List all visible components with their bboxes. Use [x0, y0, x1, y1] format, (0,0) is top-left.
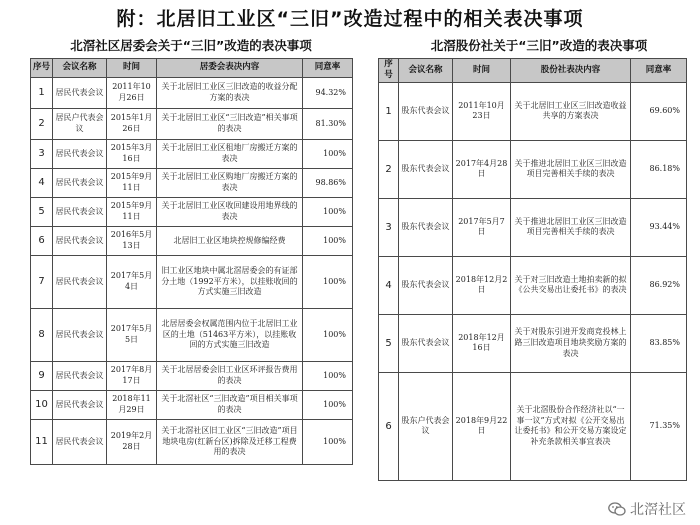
meeting-name: 居民代表会议	[53, 140, 107, 169]
table-row	[31, 227, 353, 256]
table-row	[379, 140, 687, 198]
row-number: 2	[379, 140, 399, 198]
wechat-icon	[608, 502, 626, 517]
row-number: 2	[31, 109, 53, 140]
meeting-name: 居民代表会议	[53, 362, 107, 391]
approval-rate: 86.92%	[631, 256, 687, 314]
header-rate: 同意率	[303, 59, 353, 78]
header-no: 序号	[31, 59, 53, 78]
meeting-name: 居民户代表会议	[53, 109, 107, 140]
table-row	[31, 391, 353, 420]
resolution-content: 关于北居旧工业区三旧改造的收益分配方案的表决	[157, 78, 303, 109]
table-row	[379, 314, 687, 372]
approval-rate: 100%	[303, 227, 353, 256]
meeting-date: 2015年9月11日	[107, 169, 157, 198]
meeting-name: 股东代表会议	[399, 314, 453, 372]
table-row	[31, 420, 353, 465]
resolution-content: 关于北滘股份合作经济社以“一事一议”方式对拟《公开交易出让委托书》和公开交易方案设定补充条款相关事宜表决	[511, 372, 631, 480]
table-row	[31, 256, 353, 309]
meeting-date: 2017年8月17日	[107, 362, 157, 391]
meeting-date: 2015年3月16日	[107, 140, 157, 169]
approval-rate: 98.86%	[303, 169, 353, 198]
meeting-name: 居民代表会议	[53, 420, 107, 465]
approval-rate: 86.18%	[631, 140, 687, 198]
table-row	[379, 256, 687, 314]
shareholders-table	[378, 58, 687, 481]
resolution-content: 关于北居旧工业区“三旧改造”相关事项的表决	[157, 109, 303, 140]
row-number: 3	[379, 198, 399, 256]
meeting-name: 居民代表会议	[53, 391, 107, 420]
table-row	[379, 82, 687, 140]
meeting-date: 2018年12月2日	[453, 256, 511, 314]
meeting-name: 股东代表会议	[399, 140, 453, 198]
meeting-name: 股东代表会议	[399, 256, 453, 314]
meeting-name: 股东代表会议	[399, 198, 453, 256]
resolution-content: 关于对三旧改造土地拍卖新的拟《公共交易出让委托书》的表决	[511, 256, 631, 314]
meeting-date: 2015年9月11日	[107, 198, 157, 227]
residents-committee-table	[30, 58, 353, 465]
header-no: 序号	[379, 59, 399, 83]
watermark-text: 北滘社区	[630, 502, 686, 518]
approval-rate: 94.32%	[303, 78, 353, 109]
row-number: 1	[379, 82, 399, 140]
meeting-date: 2017年5月7日	[453, 198, 511, 256]
resolution-content: 关于北居旧工业区三旧改造收益共享的方案表决	[511, 82, 631, 140]
meeting-date: 2017年5月4日	[107, 256, 157, 309]
row-number: 8	[31, 309, 53, 362]
table-row	[31, 362, 353, 391]
approval-rate: 100%	[303, 309, 353, 362]
meeting-name: 股东代表会议	[399, 82, 453, 140]
meeting-date: 2011年10月23日	[453, 82, 511, 140]
row-number: 10	[31, 391, 53, 420]
row-number: 6	[31, 227, 53, 256]
table-row	[31, 109, 353, 140]
meeting-date: 2018年12月16日	[453, 314, 511, 372]
left-table-title: 北滘社区居委会关于“三旧”改造的表决事项	[70, 38, 312, 53]
meeting-name: 居民代表会议	[53, 227, 107, 256]
meeting-name: 居民代表会议	[53, 78, 107, 109]
row-number: 4	[379, 256, 399, 314]
row-number: 1	[31, 78, 53, 109]
meeting-name: 居民代表会议	[53, 256, 107, 309]
approval-rate: 93.44%	[631, 198, 687, 256]
header-meeting: 会议名称	[53, 59, 107, 78]
resolution-content: 关于北居旧工业区租地厂房搬迁方案的表决	[157, 140, 303, 169]
approval-rate: 69.60%	[631, 82, 687, 140]
header-meeting: 会议名称	[399, 59, 453, 83]
row-number: 5	[379, 314, 399, 372]
approval-rate: 100%	[303, 198, 353, 227]
approval-rate: 100%	[303, 140, 353, 169]
header-date: 时间	[453, 59, 511, 83]
resolution-content: 关于北居居委会旧工业区环评报告费用的表决	[157, 362, 303, 391]
resolution-content: 旧工业区地块中属北滘居委会的有证部分土地（1992平方米），以挂账收回的方式实施三旧改造	[157, 256, 303, 309]
meeting-date: 2018年9月22日	[453, 372, 511, 480]
resolution-content: 关于北滘社区旧工业区“三旧改造”项目地块电房(红新台区)拆除及迁移工程费用的表决	[157, 420, 303, 465]
row-number: 11	[31, 420, 53, 465]
table-row	[379, 198, 687, 256]
header-content: 居委会表决内容	[157, 59, 303, 78]
table-row	[31, 169, 353, 198]
watermark	[608, 499, 686, 519]
meeting-date: 2015年1月26日	[107, 109, 157, 140]
resolution-content: 关于北居旧工业区收回建设用地界线的表决	[157, 198, 303, 227]
resolution-content: 关于对股东引进开发商竞投林上路三旧改造项目地块奖励方案的表决	[511, 314, 631, 372]
resolution-content: 北居居委会权属范围内位于北居旧工业区的土地（51463平方米），以挂账收回的方式实施三旧改造	[157, 309, 303, 362]
table-row	[31, 140, 353, 169]
resolution-content: 关于推进北居旧工业区三旧改造项目完善相关手续的表决	[511, 140, 631, 198]
meeting-date: 2018年11月29日	[107, 391, 157, 420]
header-rate: 同意率	[631, 59, 687, 83]
meeting-name: 股东户代表会议	[399, 372, 453, 480]
meeting-name: 居民代表会议	[53, 169, 107, 198]
meeting-date: 2016年5月13日	[107, 227, 157, 256]
row-number: 5	[31, 198, 53, 227]
meeting-name: 居民代表会议	[53, 309, 107, 362]
table-row	[31, 78, 353, 109]
meeting-date: 2019年2月28日	[107, 420, 157, 465]
header-date: 时间	[107, 59, 157, 78]
row-number: 3	[31, 140, 53, 169]
page-title: 附：北居旧工业区“三旧”改造过程中的相关表决事项	[116, 8, 584, 30]
resolution-content: 关于北居旧工业区购地厂房搬迁方案的表决	[157, 169, 303, 198]
table-row	[379, 372, 687, 480]
approval-rate: 100%	[303, 362, 353, 391]
meeting-name: 居民代表会议	[53, 198, 107, 227]
resolution-content: 关于北滘社区“三旧改造”项目相关事项的表决	[157, 391, 303, 420]
resolution-content: 北居旧工业区地块控规修编经费	[157, 227, 303, 256]
approval-rate: 81.30%	[303, 109, 353, 140]
resolution-content: 关于推进北居旧工业区三旧改造项目完善相关手续的表决	[511, 198, 631, 256]
row-number: 7	[31, 256, 53, 309]
row-number: 6	[379, 372, 399, 480]
approval-rate: 100%	[303, 391, 353, 420]
meeting-date: 2017年5月5日	[107, 309, 157, 362]
approval-rate: 83.85%	[631, 314, 687, 372]
approval-rate: 100%	[303, 256, 353, 309]
right-table-title: 北滘股份社关于“三旧”改造的表决事项	[430, 38, 648, 53]
meeting-date: 2011年10月26日	[107, 78, 157, 109]
table-row	[31, 198, 353, 227]
approval-rate: 71.35%	[631, 372, 687, 480]
row-number: 4	[31, 169, 53, 198]
meeting-date: 2017年4月28日	[453, 140, 511, 198]
header-content: 股份社表决内容	[511, 59, 631, 83]
approval-rate: 100%	[303, 420, 353, 465]
row-number: 9	[31, 362, 53, 391]
table-row	[31, 309, 353, 362]
